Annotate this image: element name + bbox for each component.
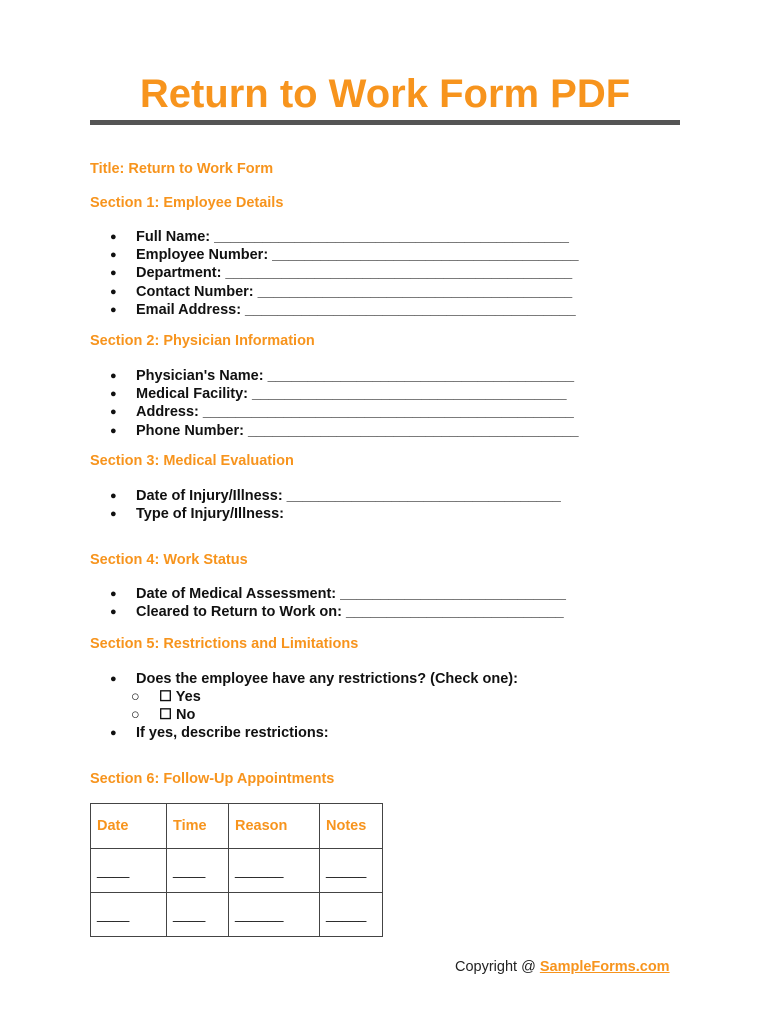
table-cell[interactable]: ______	[229, 893, 320, 937]
list-item[interactable]	[90, 585, 566, 603]
title-underline	[90, 120, 680, 125]
bullet-icon: ●	[110, 588, 117, 600]
field-full-name: Full Name: ____________________________________________	[136, 229, 569, 245]
sub-bullet-icon: ○	[131, 689, 140, 705]
restriction-options	[90, 688, 201, 724]
field-type-of-injury: Type of Injury/Illness:	[136, 506, 284, 523]
list-item[interactable]	[90, 367, 579, 385]
field-cleared-to-return: Cleared to Return to Work on: ___________________________	[136, 604, 564, 621]
page-title: Return to Work Form PDF	[139, 72, 631, 116]
section-1-heading: Section 1: Employee Details	[90, 195, 284, 211]
field-medical-facility: Medical Facility: _______________________________________	[136, 386, 567, 403]
list-item[interactable]	[90, 264, 579, 282]
list-item[interactable]	[90, 301, 579, 319]
section-2-list	[90, 367, 579, 440]
section-5-heading: Section 5: Restrictions and Limitations	[90, 636, 359, 652]
field-phone-number: Phone Number: _________________________________________	[136, 422, 579, 439]
sub-bullet-icon: ○	[131, 707, 140, 723]
field-physician-name: Physician's Name: ______________________________________	[136, 368, 575, 384]
bullet-icon: ●	[110, 231, 117, 243]
section-5-describe	[90, 724, 329, 742]
section-6-heading: Section 6: Follow-Up Appointments	[90, 771, 335, 787]
option-no[interactable]	[90, 706, 201, 724]
col-reason-header: Reason	[229, 804, 320, 849]
bullet-icon: ●	[110, 249, 117, 262]
followup-table	[90, 803, 383, 937]
field-date-of-injury: Date of Injury/Illness: __________________________________	[136, 488, 561, 504]
section-4-list	[90, 585, 566, 621]
bullet-icon: ●	[110, 673, 117, 685]
table-cell[interactable]: ______	[229, 849, 320, 893]
field-employee-number: Employee Number: ______________________________________	[136, 247, 579, 264]
table-cell[interactable]: ____	[91, 893, 167, 937]
table-row	[91, 849, 383, 893]
list-item[interactable]	[90, 724, 329, 742]
sampleforms-link[interactable]: SampleForms.com	[539, 959, 670, 975]
bullet-icon: ●	[110, 727, 117, 739]
list-item[interactable]	[90, 603, 566, 621]
list-item	[90, 670, 518, 688]
bullet-icon: ●	[110, 388, 117, 401]
option-yes[interactable]	[90, 688, 201, 706]
list-item[interactable]	[90, 283, 579, 301]
table-cell[interactable]: ____	[91, 849, 167, 893]
section-5-list	[90, 670, 518, 688]
bullet-icon: ●	[110, 508, 117, 521]
bullet-icon: ●	[110, 303, 117, 316]
field-describe-restrictions: If yes, describe restrictions:	[136, 725, 329, 741]
table-cell[interactable]: ____	[167, 893, 229, 937]
copyright-prefix: Copyright @	[455, 959, 540, 975]
field-department: Department: ___________________________________________	[136, 265, 573, 282]
section-3-list	[90, 487, 561, 523]
bullet-icon: ●	[110, 424, 117, 437]
checkbox-no: ☐ No	[159, 707, 196, 723]
col-time-header: Time	[167, 804, 229, 849]
section-3-heading: Section 3: Medical Evaluation	[90, 453, 294, 469]
checkbox-yes: ☐ Yes	[159, 689, 201, 705]
section-1-list	[90, 228, 579, 319]
list-item[interactable]	[90, 403, 579, 421]
section-4-heading: Section 4: Work Status	[90, 552, 248, 568]
table-cell[interactable]: ____	[167, 849, 229, 893]
bullet-icon: ●	[110, 267, 117, 280]
table-cell[interactable]: _____	[320, 893, 383, 937]
list-item[interactable]	[90, 505, 561, 523]
field-date-of-assessment: Date of Medical Assessment: ____________________________	[136, 586, 566, 602]
list-item[interactable]	[90, 422, 579, 440]
table-cell[interactable]: _____	[320, 849, 383, 893]
restrictions-question: Does the employee have any restrictions? (Check one):	[136, 671, 518, 687]
copyright-footer	[455, 959, 670, 975]
table-header-row	[91, 804, 383, 849]
col-date-header: Date	[91, 804, 167, 849]
col-notes-header: Notes	[320, 804, 383, 849]
field-address: Address: ______________________________________________	[136, 404, 574, 421]
list-item[interactable]	[90, 385, 579, 403]
bullet-icon: ●	[110, 606, 117, 619]
bullet-icon: ●	[110, 490, 117, 502]
bullet-icon: ●	[110, 285, 117, 298]
form-title: Title: Return to Work Form	[90, 161, 274, 177]
list-item[interactable]	[90, 246, 579, 264]
list-item[interactable]	[90, 487, 561, 505]
list-item[interactable]	[90, 228, 579, 246]
bullet-icon: ●	[110, 370, 117, 382]
bullet-icon: ●	[110, 406, 117, 419]
section-2-heading: Section 2: Physician Information	[90, 333, 315, 349]
field-contact-number: Contact Number: _______________________________________	[136, 283, 573, 300]
field-email-address: Email Address: _________________________________________	[136, 301, 576, 318]
table-row	[91, 893, 383, 937]
